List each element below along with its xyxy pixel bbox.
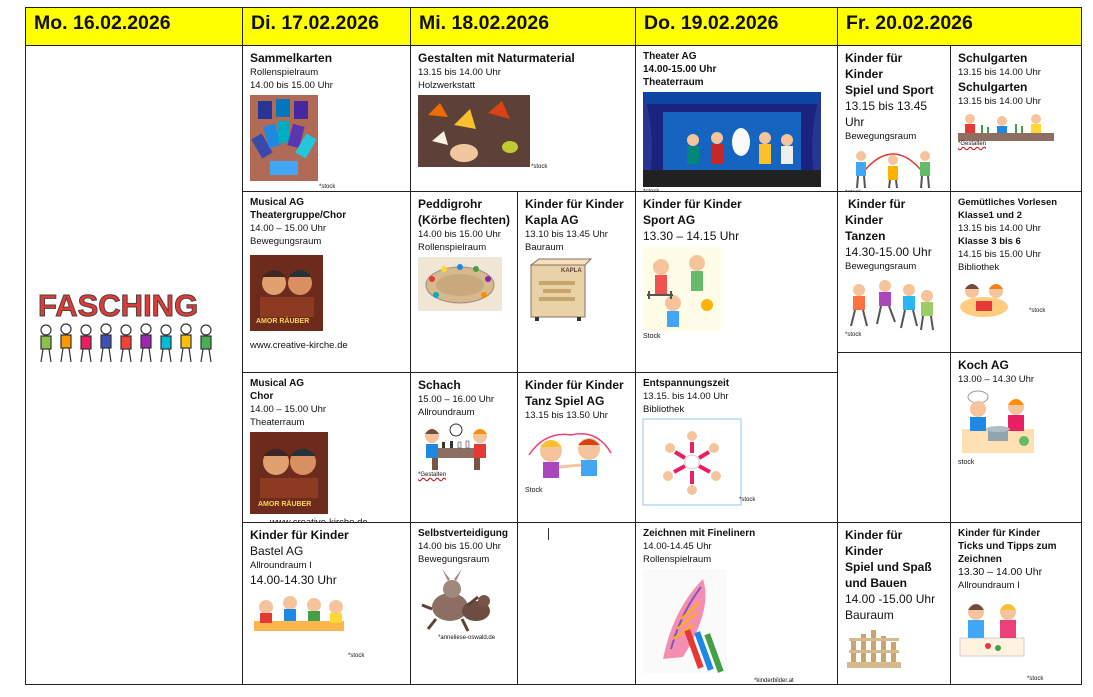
dancing-kids-image bbox=[845, 276, 935, 332]
header-friday: Fr. 20.02.2026 bbox=[837, 7, 1082, 46]
image-credit: *stock bbox=[319, 184, 336, 190]
activity-schulgarten bbox=[950, 45, 1082, 192]
activity-time: 14.00-14.45 Uhr bbox=[643, 541, 712, 552]
activity-title: Theater AG bbox=[643, 51, 697, 62]
activity-title: Gemütliches Vorlesen bbox=[958, 197, 1058, 208]
header-wednesday: Mi. 18.02.2026 bbox=[410, 7, 636, 46]
activity-time: 14.00-14.30 Uhr bbox=[250, 573, 337, 587]
activity-title-line: Kinder für bbox=[845, 528, 903, 542]
empty-cell bbox=[517, 522, 636, 685]
timetable bbox=[25, 7, 1082, 685]
activity-title: Kinder für Kinder bbox=[643, 197, 742, 211]
activity-title: Kinder für Kinder bbox=[958, 528, 1041, 539]
activity-room: Bewegungsraum bbox=[845, 131, 917, 142]
activity-title: Peddigrohr (Körbe flechten) bbox=[418, 197, 511, 227]
sport-kids-image bbox=[643, 247, 721, 331]
activity-room: Holzwerkstatt bbox=[418, 80, 476, 91]
activity-subtitle: Ticks und Tipps zum Zeichnen bbox=[958, 541, 1057, 565]
activity-time: 13.30 – 14.00 Uhr bbox=[958, 566, 1043, 578]
activity-theater-ag bbox=[635, 45, 838, 192]
activity-title-repeat: Schulgarten bbox=[958, 80, 1028, 94]
image-credit: Stock bbox=[525, 487, 543, 494]
nature-crafts-image bbox=[418, 95, 530, 167]
activity-room: Bewegungsraum bbox=[845, 261, 917, 272]
image-credit: www.creative-kirche.de bbox=[250, 340, 348, 351]
image-credit: *Gestalten bbox=[418, 472, 447, 478]
activity-time: 13.15 bis 14.00 Uhr bbox=[418, 67, 501, 78]
activity-sammelkarten bbox=[242, 45, 411, 192]
svg-text:FASCHING: FASCHING bbox=[38, 288, 199, 323]
activity-spiel-spass-bauen bbox=[837, 522, 951, 685]
activity-room: Allroundraum bbox=[418, 407, 475, 418]
activity-time-repeat: 13.15 bis 14.00 Uhr bbox=[958, 96, 1041, 107]
activity-room: Bewegungsraum bbox=[250, 236, 322, 247]
drawing-kids-image bbox=[958, 598, 1026, 658]
activity-title-line: und Bauen bbox=[845, 576, 907, 590]
theater-stage-image bbox=[643, 92, 821, 187]
activity-peddigrohr bbox=[410, 191, 518, 373]
dancing-kids-image bbox=[525, 425, 615, 487]
image-credit: *kinderbilder.at bbox=[754, 678, 794, 684]
activity-time: 14.00 bis 15.00 Uhr bbox=[418, 229, 501, 240]
header-monday: Mo. 16.02.2026 bbox=[25, 7, 243, 46]
activity-time: 13.15 bis 14.00 Uhr bbox=[958, 223, 1041, 234]
activity-time: 14.15 bis 15.00 Uhr bbox=[958, 249, 1041, 260]
activity-room: Rollenspielraum bbox=[418, 242, 487, 253]
activity-tanz-spiel-ag bbox=[517, 372, 636, 523]
relaxation-circle-image bbox=[643, 419, 741, 505]
activity-room: Allroundraum I bbox=[958, 580, 1020, 591]
activity-subtitle: Theatergruppe/Chor bbox=[250, 210, 347, 221]
activity-spiel-und-sport bbox=[837, 45, 951, 192]
activity-title: Koch AG bbox=[958, 358, 1009, 372]
image-credit: *anneliese-oswald.de bbox=[438, 635, 496, 641]
activity-title: Kinder für Kinder bbox=[525, 197, 624, 211]
musical-poster-image bbox=[250, 255, 323, 331]
activity-title-line: Kinder bbox=[845, 544, 884, 558]
activity-naturmaterial bbox=[410, 45, 636, 192]
activity-title: Musical AG bbox=[250, 378, 305, 389]
activity-title: Sammelkarten bbox=[250, 51, 333, 65]
activity-title: Schach bbox=[418, 378, 461, 392]
activity-time: 13.15. bis 14.00 Uhr bbox=[643, 391, 729, 402]
activity-group: Klasse 3 bis 6 bbox=[958, 236, 1021, 247]
image-credit: Stock bbox=[643, 333, 661, 340]
activity-room: Bauraum bbox=[845, 608, 894, 622]
activity-room: Bibliothek bbox=[958, 262, 1000, 273]
image-credit: *stock bbox=[348, 653, 365, 659]
basket-weaving-image bbox=[418, 257, 502, 311]
activity-title: Zeichnen mit Finelinern bbox=[643, 528, 756, 539]
svg-text:AMOR RÄUBER: AMOR RÄUBER bbox=[256, 318, 310, 325]
activity-title-line: Kinder für bbox=[845, 51, 903, 65]
activity-tanzen bbox=[837, 191, 951, 353]
activity-time: 14.00 -15.00 Uhr bbox=[845, 592, 936, 606]
activity-musical-ag-theater bbox=[242, 191, 411, 373]
activity-subtitle: Bastel AG bbox=[250, 544, 304, 558]
activity-time: 14.00 – 15.00 Uhr bbox=[250, 223, 327, 234]
activity-subtitle: Chor bbox=[250, 391, 274, 402]
activity-koch-ag bbox=[950, 352, 1082, 523]
svg-text:KAPLA: KAPLA bbox=[561, 268, 582, 274]
empty-cell bbox=[837, 352, 951, 523]
activity-bastel-ag bbox=[242, 522, 411, 685]
activity-room: Allroundraum I bbox=[250, 560, 312, 571]
gardening-kids-image bbox=[958, 111, 1054, 141]
activity-zeichnen-fineliner bbox=[635, 522, 838, 685]
activity-room: Rollenspielraum bbox=[250, 67, 319, 78]
activity-time: 13.10 bis 13.45 Uhr bbox=[525, 229, 608, 240]
activity-subtitle: Kapla AG bbox=[525, 213, 579, 227]
image-credit: *stock bbox=[739, 497, 756, 503]
activity-title-line: Kinder bbox=[845, 213, 884, 227]
activity-title: Kinder für Kinder bbox=[525, 378, 624, 392]
activity-title-line: Spiel und Spaß bbox=[845, 560, 932, 574]
activity-entspannungszeit bbox=[635, 372, 838, 523]
activity-room: Bauraum bbox=[525, 242, 564, 253]
musical-poster-image bbox=[250, 432, 328, 514]
activity-title-line: Kinder für bbox=[848, 197, 906, 211]
wooden-blocks-image bbox=[845, 626, 903, 670]
activity-time: 13.00 – 14.30 Uhr bbox=[958, 374, 1035, 385]
activity-title: Selbstverteidigung bbox=[418, 528, 509, 539]
image-credit: *stock bbox=[845, 332, 862, 338]
image-credit: *Gestalten bbox=[958, 141, 987, 147]
kapla-box-image bbox=[525, 257, 591, 323]
activity-schach bbox=[410, 372, 518, 523]
activity-time: 14.30-15.00 Uhr bbox=[845, 245, 932, 259]
activity-time: 14.00-15.00 Uhr bbox=[643, 64, 717, 75]
activity-time: 14.00 bis 15.00 Uhr bbox=[418, 541, 501, 552]
activity-room: Bibliothek bbox=[643, 404, 685, 415]
chess-kids-image bbox=[418, 422, 494, 472]
activity-time: 14.00 bis 15.00 Uhr bbox=[250, 80, 333, 91]
rabbit-fighting-image bbox=[418, 569, 498, 635]
activity-subtitle: Sport AG bbox=[643, 213, 696, 227]
activity-title-line: Tanzen bbox=[845, 229, 886, 243]
monday-cell bbox=[25, 45, 243, 685]
reading-kids-image bbox=[958, 277, 1010, 319]
text-cursor bbox=[548, 528, 549, 540]
cooking-kids-image bbox=[958, 389, 1038, 455]
activity-subtitle: Tanz Spiel AG bbox=[525, 394, 605, 408]
activity-selbstverteidigung bbox=[410, 522, 518, 685]
activity-title-line: Kinder bbox=[845, 67, 884, 81]
jump-rope-kids-image bbox=[845, 146, 941, 190]
image-credit: stock bbox=[958, 459, 975, 466]
activity-time: 15.00 – 16.00 Uhr bbox=[418, 394, 495, 405]
activity-title: Gestalten mit Naturmaterial bbox=[418, 51, 575, 65]
activity-group: Klasse1 und 2 bbox=[958, 210, 1022, 221]
trading-cards-image bbox=[250, 95, 318, 181]
fasching-illustration bbox=[34, 282, 220, 366]
header-tuesday: Di. 17.02.2026 bbox=[242, 7, 411, 46]
activity-zeichnen-tipps bbox=[950, 522, 1082, 685]
activity-time: 13.30 – 14.15 Uhr bbox=[643, 229, 740, 243]
activity-vorlesen bbox=[950, 191, 1082, 353]
activity-room: Rollenspielraum bbox=[643, 554, 712, 565]
activity-title: Schulgarten bbox=[958, 51, 1028, 65]
activity-room: Theaterraum bbox=[250, 417, 305, 428]
svg-text:AMOR RÄUBER: AMOR RÄUBER bbox=[258, 501, 312, 508]
feather-drawing-image bbox=[643, 569, 727, 673]
activity-room: Bewegungsraum bbox=[418, 554, 490, 565]
activity-musical-ag-chor bbox=[242, 372, 411, 523]
header-thursday: Do. 19.02.2026 bbox=[635, 7, 838, 46]
crafting-kids-image bbox=[250, 591, 348, 643]
activity-title: Entspannungszeit bbox=[643, 378, 730, 389]
activity-sport-ag bbox=[635, 191, 838, 373]
activity-time: 14.00 – 15.00 Uhr bbox=[250, 404, 327, 415]
image-credit: *stock bbox=[531, 164, 548, 170]
image-credit: *stock bbox=[1027, 676, 1044, 682]
activity-title-line: Spiel und Sport bbox=[845, 83, 934, 97]
activity-room: Theaterraum bbox=[643, 77, 704, 88]
activity-time: 13.15 bis 14.00 Uhr bbox=[958, 67, 1041, 78]
image-credit: *stock bbox=[1029, 308, 1046, 314]
activity-time: 13.15 bis 13.50 Uhr bbox=[525, 410, 608, 421]
activity-title: Musical AG bbox=[250, 197, 305, 208]
activity-kapla-ag bbox=[517, 191, 636, 373]
activity-time: 13.15 bis 13.45 Uhr bbox=[845, 99, 928, 129]
activity-title: Kinder für Kinder bbox=[250, 528, 349, 542]
